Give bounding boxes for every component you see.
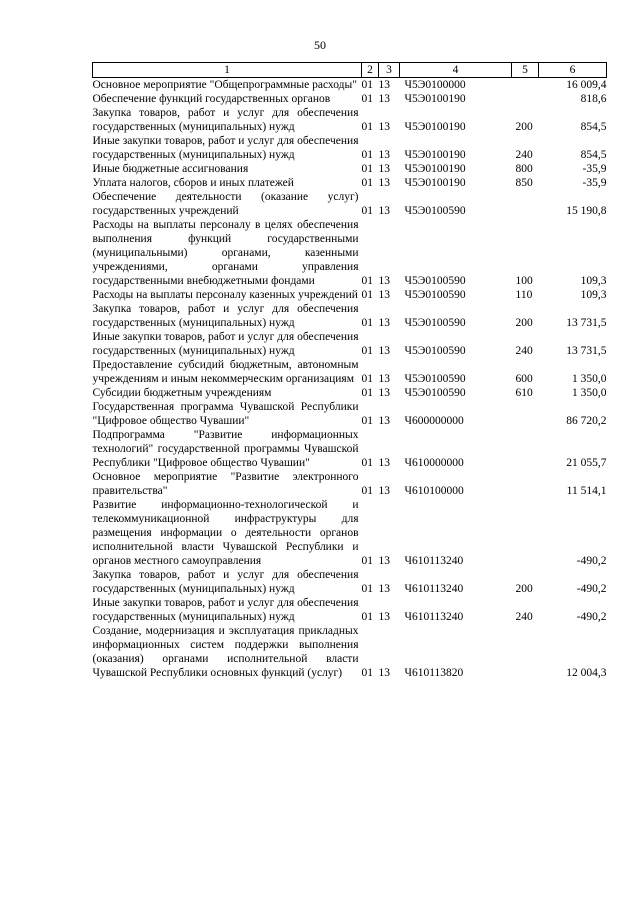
- table-row: [93, 568, 607, 596]
- row-name: Расходы на выплаты персоналу в целях обеспечения выполнения функций государственными (муниципальными) органами, казенными учреждениями, органами управления государственными внебюджетными фондами: [92, 219, 359, 287]
- row-amount: 15 190,8: [566, 205, 607, 217]
- header-col-1: 1: [93, 63, 362, 78]
- row-subsection: 13: [378, 121, 390, 133]
- header-row: [93, 63, 607, 78]
- row-subsection: 13: [378, 485, 390, 497]
- row-expense-type: 200: [515, 317, 533, 329]
- row-amount: 1 350,0: [572, 373, 607, 385]
- table-row: [93, 134, 607, 162]
- table-row: [93, 218, 607, 288]
- table-row: [93, 92, 607, 106]
- row-subsection: 13: [378, 611, 390, 623]
- row-amount: 16 009,4: [566, 79, 607, 91]
- row-name: Создание, модернизация и эксплуатация прикладных информационных систем поддержки выполнения (оказания) органами исполнительной власти Чувашской Республики основных функций (услуг): [92, 625, 359, 679]
- row-subsection: 13: [378, 415, 390, 427]
- row-section: 01: [361, 79, 373, 91]
- row-amount: -490,2: [576, 583, 607, 595]
- row-subsection: 13: [378, 373, 390, 385]
- row-subsection: 13: [378, 457, 390, 469]
- budget-table: [92, 62, 607, 680]
- row-subsection: 13: [378, 317, 390, 329]
- row-section: 01: [361, 275, 373, 287]
- row-section: 01: [361, 387, 373, 399]
- table-row: [93, 596, 607, 624]
- table-row: [93, 624, 607, 680]
- row-expense-type: 850: [515, 177, 533, 189]
- row-name: Иные закупки товаров, работ и услуг для обеспечения государственных (муниципальных) нужд: [92, 597, 359, 623]
- table-row: [93, 288, 607, 302]
- table-row: [93, 358, 607, 386]
- row-section: 01: [361, 163, 373, 175]
- row-expense-type: 240: [515, 611, 533, 623]
- row-name: Иные бюджетные ассигнования: [92, 163, 249, 175]
- row-expense-type: [512, 470, 539, 498]
- row-target-code: Ч5Э0100190: [404, 177, 466, 189]
- row-subsection: 13: [378, 555, 390, 567]
- row-subsection: 13: [378, 163, 390, 175]
- row-amount: -490,2: [576, 555, 607, 567]
- row-name: Обеспечение деятельности (оказание услуг) государственных учреждений: [92, 191, 359, 217]
- table-row: [93, 106, 607, 134]
- row-name: Обеспечение функций государственных органов: [92, 93, 331, 105]
- row-target-code: Ч5Э0100590: [404, 289, 466, 301]
- row-section: 01: [361, 289, 373, 301]
- row-subsection: 13: [378, 93, 390, 105]
- row-expense-type: [512, 92, 539, 106]
- row-name: Основное мероприятие "Общепрограммные расходы": [92, 79, 357, 91]
- row-amount: 854,5: [580, 149, 607, 161]
- row-amount: -35,9: [582, 163, 607, 175]
- header-col-4: 4: [400, 63, 512, 78]
- row-section: 01: [361, 667, 373, 679]
- row-section: 01: [361, 121, 373, 133]
- table-row: [93, 302, 607, 330]
- row-expense-type: 110: [515, 289, 533, 301]
- row-amount: 86 720,2: [566, 415, 607, 427]
- row-section: 01: [361, 457, 373, 469]
- row-target-code: Ч610100000: [404, 485, 464, 497]
- row-target-code: Ч5Э0100590: [404, 373, 466, 385]
- row-target-code: Ч610113240: [404, 555, 464, 567]
- row-subsection: 13: [378, 289, 390, 301]
- row-expense-type: 100: [515, 275, 533, 287]
- row-section: 01: [361, 205, 373, 217]
- row-name: Закупка товаров, работ и услуг для обеспечения государственных (муниципальных) нужд: [92, 107, 359, 133]
- row-amount: 13 731,5: [566, 345, 607, 357]
- row-amount: 854,5: [580, 121, 607, 133]
- row-target-code: Ч5Э0100000: [404, 79, 466, 91]
- table-row: [93, 386, 607, 400]
- row-name: Расходы на выплаты персоналу казенных учреждений: [92, 289, 358, 301]
- table-row: [93, 330, 607, 358]
- row-amount: 21 055,7: [566, 457, 607, 469]
- row-section: 01: [361, 149, 373, 161]
- row-target-code: Ч5Э0100590: [404, 275, 466, 287]
- row-section: 01: [361, 415, 373, 427]
- row-expense-type: 200: [515, 583, 533, 595]
- row-subsection: 13: [378, 79, 390, 91]
- row-name: Субсидии бюджетным учреждениям: [92, 387, 272, 399]
- row-amount: -490,2: [576, 611, 607, 623]
- row-subsection: 13: [378, 387, 390, 399]
- row-target-code: Ч5Э0100190: [404, 93, 466, 105]
- row-section: 01: [361, 93, 373, 105]
- row-target-code: Ч600000000: [404, 415, 464, 427]
- row-name: Иные закупки товаров, работ и услуг для обеспечения государственных (муниципальных) нужд: [92, 135, 359, 161]
- row-name: Иные закупки товаров, работ и услуг для обеспечения государственных (муниципальных) нужд: [92, 331, 359, 357]
- row-expense-type: 200: [515, 121, 533, 133]
- row-expense-type: 610: [515, 387, 533, 399]
- row-expense-type: 800: [515, 163, 533, 175]
- table-row: [93, 190, 607, 218]
- row-expense-type: [512, 190, 539, 218]
- row-target-code: Ч610113820: [404, 667, 464, 679]
- row-amount: 109,3: [580, 289, 607, 301]
- row-expense-type: [512, 498, 539, 568]
- row-subsection: 13: [378, 205, 390, 217]
- row-target-code: Ч5Э0100590: [404, 345, 466, 357]
- row-name: Закупка товаров, работ и услуг для обеспечения государственных (муниципальных) нужд: [92, 303, 359, 329]
- row-subsection: 13: [378, 275, 390, 287]
- table-row: [93, 162, 607, 176]
- row-section: 01: [361, 555, 373, 567]
- row-section: 01: [361, 345, 373, 357]
- row-target-code: Ч5Э0100590: [404, 317, 466, 329]
- row-target-code: Ч5Э0100190: [404, 149, 466, 161]
- row-name: Основное мероприятие "Развитие электронного правительства": [92, 471, 359, 497]
- row-section: 01: [361, 177, 373, 189]
- header-col-3: 3: [379, 63, 400, 78]
- row-target-code: Ч5Э0100590: [404, 387, 466, 399]
- row-subsection: 13: [378, 177, 390, 189]
- row-section: 01: [361, 583, 373, 595]
- row-subsection: 13: [378, 345, 390, 357]
- row-amount: 109,3: [580, 275, 607, 287]
- row-expense-type: 600: [515, 373, 533, 385]
- table-row: [93, 470, 607, 498]
- row-amount: 13 731,5: [566, 317, 607, 329]
- table-row: [93, 400, 607, 428]
- header-col-2: 2: [362, 63, 379, 78]
- row-section: 01: [361, 485, 373, 497]
- row-amount: 11 514,1: [566, 485, 607, 497]
- row-expense-type: [512, 624, 539, 680]
- row-target-code: Ч5Э0100190: [404, 163, 466, 175]
- row-name: Государственная программа Чувашской Республики "Цифровое общество Чувашии": [92, 401, 359, 427]
- row-target-code: Ч610113240: [404, 583, 464, 595]
- table-row: [93, 176, 607, 190]
- header-col-6: 6: [539, 63, 607, 78]
- row-section: 01: [361, 611, 373, 623]
- row-subsection: 13: [378, 583, 390, 595]
- row-name: Развитие информационно-технологической и телекоммуникационной инфраструктуры для размещения информации о деятельности органов исполнительной власти Чувашской Республики и органов местного самоуправления: [92, 499, 359, 567]
- page-number: 50: [314, 38, 326, 52]
- row-subsection: 13: [378, 667, 390, 679]
- table-row: [93, 498, 607, 568]
- row-name: Закупка товаров, работ и услуг для обеспечения государственных (муниципальных) нужд: [92, 569, 359, 595]
- row-target-code: Ч5Э0100590: [404, 205, 466, 217]
- row-expense-type: [512, 400, 539, 428]
- row-name: Предоставление субсидий бюджетным, автономным учреждениям и иным некоммерческим организациям: [92, 359, 359, 385]
- row-amount: -35,9: [582, 177, 607, 189]
- row-amount: 1 350,0: [572, 387, 607, 399]
- row-subsection: 13: [378, 149, 390, 161]
- row-amount: 818,6: [580, 93, 607, 105]
- row-section: 01: [361, 317, 373, 329]
- row-name: Уплата налогов, сборов и иных платежей: [92, 177, 294, 189]
- table-row: [93, 78, 607, 93]
- row-section: 01: [361, 373, 373, 385]
- row-target-code: Ч5Э0100190: [404, 121, 466, 133]
- row-target-code: Ч610000000: [404, 457, 464, 469]
- table-row: [93, 428, 607, 470]
- row-name: Подпрограмма "Развитие информационных технологий" государственной программы Чувашской Республики "Цифровое общество Чувашии": [92, 429, 359, 469]
- row-expense-type: 240: [515, 149, 533, 161]
- row-expense-type: 240: [515, 345, 533, 357]
- row-target-code: Ч610113240: [404, 611, 464, 623]
- row-expense-type: [512, 428, 539, 470]
- row-expense-type: [512, 78, 539, 93]
- header-col-5: 5: [512, 63, 539, 78]
- row-amount: 12 004,3: [566, 667, 607, 679]
